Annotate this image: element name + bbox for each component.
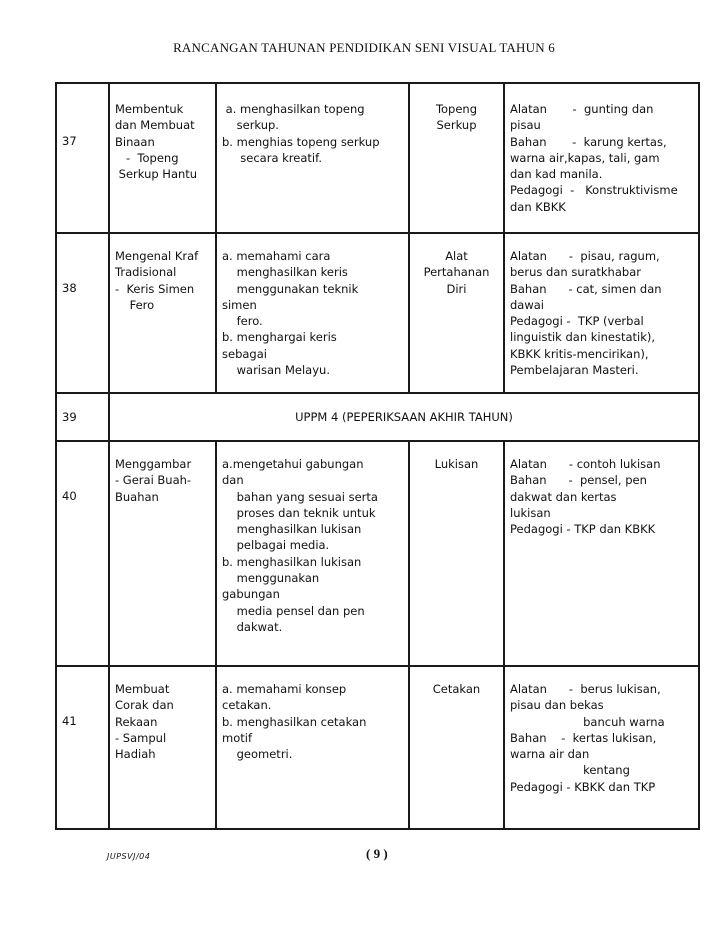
objective-cell: [216, 83, 409, 233]
objective-line: motif: [222, 730, 252, 745]
notes-line: dan KBKK: [510, 199, 566, 214]
notes-line: Pedagogi - Konstruktivisme: [510, 183, 678, 198]
week-number: 38: [56, 233, 109, 393]
objective-line: warisan Melayu.: [222, 363, 330, 378]
media-line: Topeng: [435, 102, 478, 116]
week-number: 40: [56, 441, 109, 666]
topic-line: Membuat: [115, 682, 170, 696]
topic-line: Mengenal Kraf: [115, 249, 199, 263]
notes-line: dan kad manila.: [510, 167, 603, 182]
objective-line: simen: [222, 297, 257, 312]
objective-line: proses dan teknik untuk: [222, 505, 376, 520]
notes-line: warna air,kapas, tali, gam: [510, 150, 660, 165]
table-row: [56, 666, 699, 829]
objective-line: gabungan: [222, 587, 280, 602]
notes-line: kentang: [510, 763, 630, 778]
objective-line: a.mengetahui gabungan: [222, 457, 364, 471]
media-line: Lukisan: [434, 457, 479, 471]
notes-line: Alatan - berus lukisan,: [510, 682, 661, 696]
notes-cell: [504, 666, 699, 829]
objective-line: menggunakan teknik: [222, 281, 359, 296]
objective-line: a. memahami konsep: [222, 682, 347, 696]
objective-line: b. menghias topeng serkup: [222, 134, 380, 149]
notes-line: KBKK kritis-mencirikan),: [510, 346, 649, 361]
table-row: [56, 393, 699, 441]
objective-line: media pensel dan pen: [222, 603, 365, 618]
media-line: Pertahanan: [423, 265, 490, 280]
objective-line: menggunakan: [222, 571, 320, 586]
objective-line: cetakan.: [222, 698, 272, 713]
notes-line: lukisan: [510, 505, 551, 520]
topic-line: dan Membuat: [115, 118, 195, 133]
week-number: 41: [56, 666, 109, 829]
notes-line: berus dan suratkhabar: [510, 265, 641, 280]
page-header-title: RANCANGAN TAHUNAN PENDIDIKAN SENI VISUAL TAHUN 6: [173, 40, 555, 55]
table-row: [56, 233, 699, 393]
topic-line: - Topeng: [115, 150, 179, 165]
topic-line: Tradisional: [115, 265, 177, 280]
notes-line: Alatan - contoh lukisan: [510, 457, 661, 471]
objective-line: menghasilkan keris: [222, 265, 348, 280]
topic-line: Serkup Hantu: [115, 167, 198, 182]
objective-line: b. menghargai keris: [222, 330, 337, 345]
notes-line: Bahan - pensel, pen: [510, 473, 647, 488]
notes-line: bancuh warna: [510, 714, 665, 729]
topic-line: Binaan: [115, 134, 155, 149]
objective-line: bahan yang sesuai serta: [222, 489, 378, 504]
objective-line: b. menghasilkan lukisan: [222, 554, 362, 569]
media-cell: [409, 441, 504, 666]
media-line: Alat: [445, 249, 468, 263]
topic-line: - Gerai Buah-: [115, 473, 192, 488]
objective-line: dan: [222, 473, 244, 488]
notes-line: dakwat dan kertas: [510, 489, 617, 504]
objective-line: a. memahami cara: [222, 249, 331, 263]
notes-cell: [504, 83, 699, 233]
topic-cell: [109, 233, 216, 393]
objective-line: fero.: [222, 314, 263, 329]
annual-plan-table: [55, 82, 700, 830]
objective-line: serkup.: [222, 118, 279, 133]
notes-line: warna air dan: [510, 747, 590, 762]
notes-line: Pembelajaran Masteri.: [510, 363, 639, 378]
topic-line: Fero: [115, 297, 155, 312]
objective-line: sebagai: [222, 346, 267, 361]
table-row: [56, 441, 699, 666]
topic-line: Buahan: [115, 489, 159, 504]
topic-cell: [109, 441, 216, 666]
table-row: [56, 83, 699, 233]
notes-line: Pedagogi - KBKK dan TKP: [510, 779, 656, 794]
exam-cell: UPPM 4 (PEPERIKSAAN AKHIR TAHUN): [109, 393, 699, 441]
document-code: JUPSVJ/04: [107, 852, 151, 861]
notes-line: Alatan - gunting dan: [510, 102, 654, 116]
notes-line: dawai: [510, 297, 544, 312]
page-number: ( 9 ): [366, 846, 388, 861]
notes-cell: [504, 441, 699, 666]
notes-line: Bahan - karung kertas,: [510, 134, 667, 149]
topic-line: Hadiah: [115, 747, 156, 762]
objective-line: a. menghasilkan topeng: [222, 102, 365, 116]
topic-line: - Keris Simen: [115, 281, 195, 296]
notes-line: Bahan - cat, simen dan: [510, 281, 662, 296]
topic-line: - Sampul: [115, 730, 167, 745]
topic-line: Rekaan: [115, 714, 158, 729]
topic-line: Membentuk: [115, 102, 184, 116]
notes-line: pisau dan bekas: [510, 698, 604, 713]
objective-line: menghasilkan lukisan: [222, 522, 362, 537]
objective-line: dakwat.: [222, 619, 283, 634]
topic-line: Corak dan: [115, 698, 174, 713]
topic-cell: [109, 83, 216, 233]
week-number: 39: [56, 393, 109, 441]
notes-line: linguistik dan kinestatik),: [510, 330, 656, 345]
topic-cell: [109, 666, 216, 829]
week-number: 37: [56, 83, 109, 233]
notes-line: Pedagogi - TKP (verbal: [510, 314, 644, 329]
notes-cell: [504, 233, 699, 393]
media-line: Serkup: [436, 118, 477, 133]
objective-cell: [216, 233, 409, 393]
media-cell: [409, 83, 504, 233]
objective-line: b. menghasilkan cetakan: [222, 714, 367, 729]
media-cell: [409, 666, 504, 829]
objective-cell: [216, 441, 409, 666]
notes-line: Bahan - kertas lukisan,: [510, 730, 657, 745]
notes-line: Alatan - pisau, ragum,: [510, 249, 660, 263]
notes-line: Pedagogi - TKP dan KBKK: [510, 522, 656, 537]
media-cell: [409, 233, 504, 393]
objective-line: pelbagai media.: [222, 538, 330, 553]
objective-line: geometri.: [222, 747, 293, 762]
objective-cell: [216, 666, 409, 829]
topic-line: Menggambar: [115, 457, 192, 471]
media-line: Cetakan: [432, 682, 481, 696]
objective-line: secara kreatif.: [222, 150, 322, 165]
media-line: Diri: [446, 281, 467, 296]
notes-line: pisau: [510, 118, 541, 133]
